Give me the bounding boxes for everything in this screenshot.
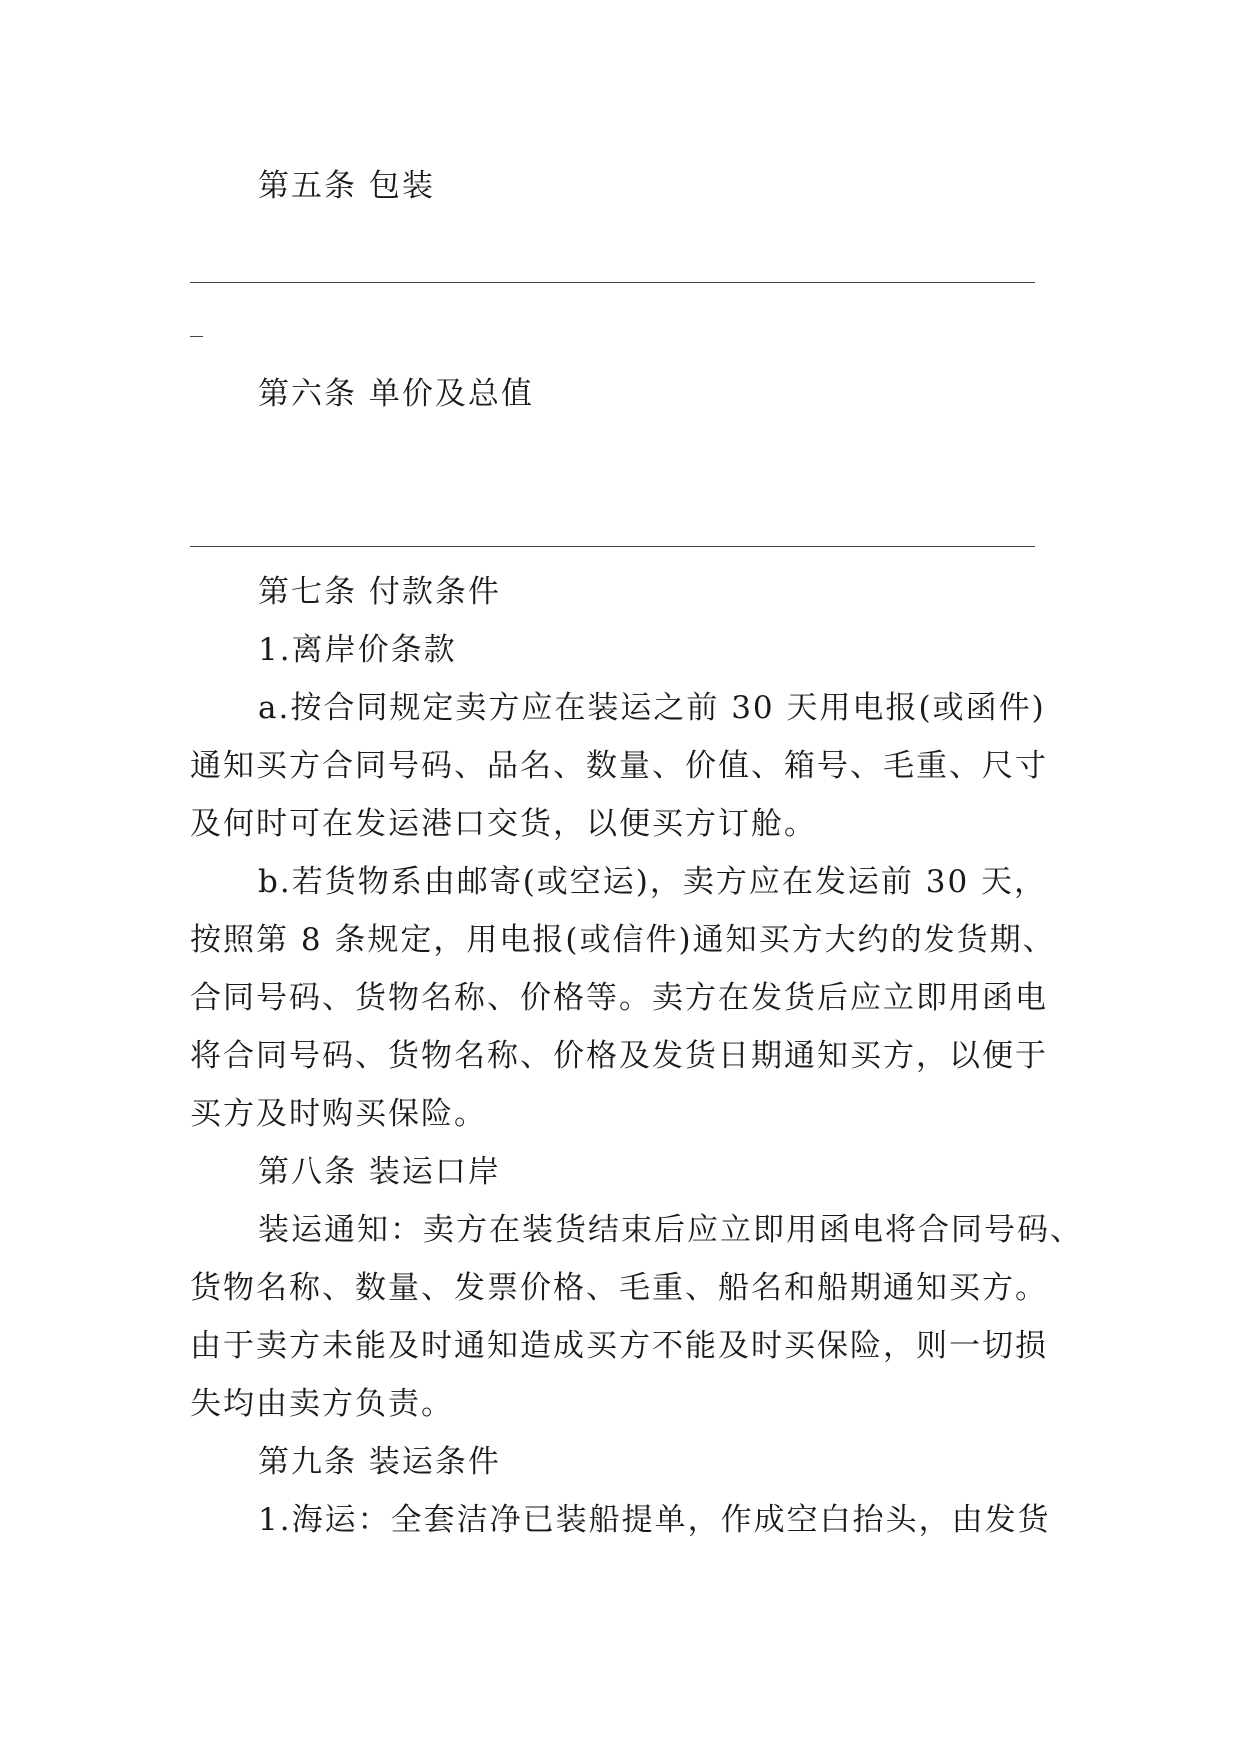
fill-in-line [190, 546, 1035, 547]
paragraph-line: a.按合同规定卖方应在装运之前 30 天用电报(或函件) [258, 690, 1046, 726]
article-7-item-1-title: 1.离岸价条款 [258, 632, 457, 668]
paragraph-line: b.若货物系由邮寄(或空运)，卖方应在发运前 30 天， [258, 864, 1048, 900]
paragraph-line: 通知买方合同号码、品名、数量、价值、箱号、毛重、尺寸 [190, 748, 1048, 784]
fill-in-line [190, 282, 1035, 283]
article-9-heading: 第九条 装运条件 [258, 1444, 501, 1480]
article-5-heading: 第五条 包装 [258, 168, 435, 204]
paragraph-line: 由于卖方未能及时通知造成买方不能及时买保险，则一切损 [190, 1328, 1048, 1364]
paragraph-line: 买方及时购买保险。 [190, 1096, 487, 1132]
article-9-item-1: 1.海运：全套洁净已装船提单，作成空白抬头，由发货 [258, 1502, 1051, 1538]
paragraph-line: 及何时可在发运港口交货，以便买方订舱。 [190, 806, 817, 842]
paragraph-line: 将合同号码、货物名称、价格及发货日期通知买方，以便于 [190, 1038, 1048, 1074]
fill-in-line-tail [190, 336, 203, 337]
article-6-heading: 第六条 单价及总值 [258, 376, 534, 412]
paragraph-line: 货物名称、数量、发票价格、毛重、船名和船期通知买方。 [190, 1270, 1048, 1306]
article-8-heading: 第八条 装运口岸 [258, 1154, 501, 1190]
paragraph-line: 失均由卖方负责。 [190, 1386, 454, 1422]
paragraph-line: 按照第 8 条规定，用电报(或信件)通知买方大约的发货期、 [190, 922, 1056, 958]
paragraph-line: 装运通知：卖方在装货结束后应立即用函电将合同号码、 [258, 1212, 1083, 1248]
article-7-heading: 第七条 付款条件 [258, 574, 501, 610]
paragraph-line: 合同号码、货物名称、价格等。卖方在发货后应立即用函电 [190, 980, 1048, 1016]
